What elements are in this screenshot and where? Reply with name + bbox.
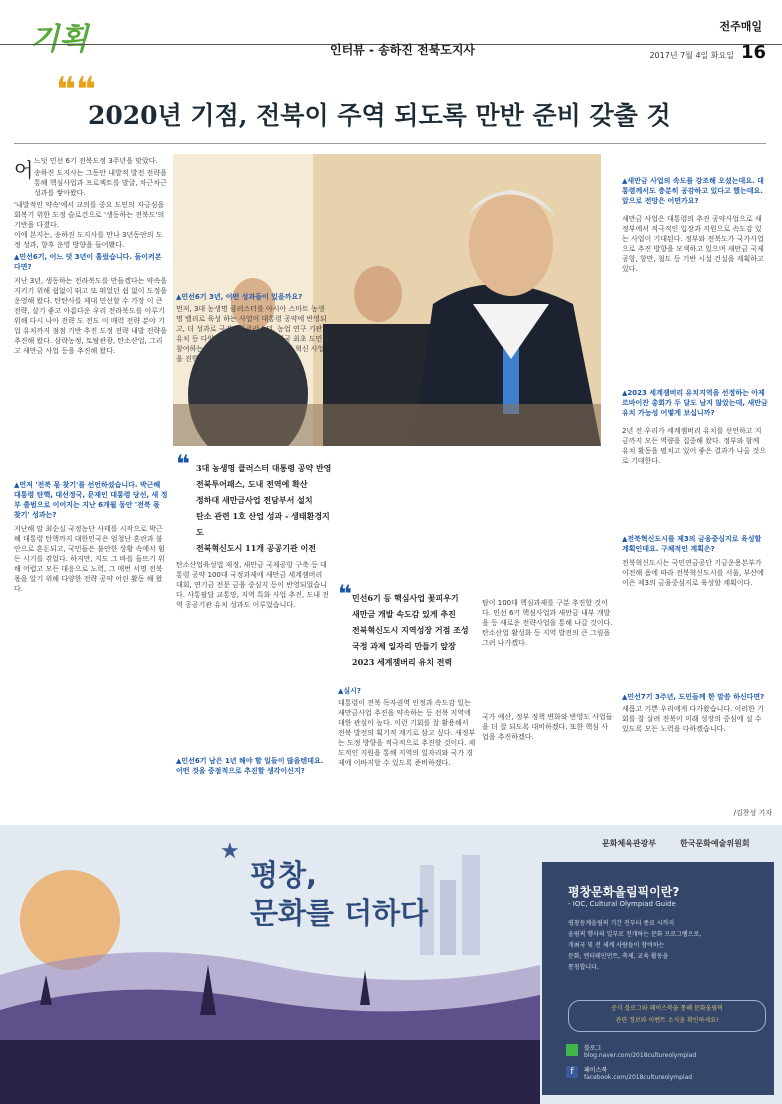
- pull-quote-line: 새만금 개발 속도감 있게 추진: [352, 609, 456, 619]
- sponsor-1: 문화체육관광부: [602, 839, 657, 848]
- body-text: 새만금 사업은 대통령의 추진 공약사업으로 새 정부에서 적극적인 입장과 지원으로 속도감 있는 사업이 기대된다. 정부와 전북도가 국가사업으로 추진 방향을 모색하고 있으며 새만금 국제공항, 항만, 철도 등 기반 시설 건설을 계획하고 있다.: [622, 215, 764, 273]
- pull-quote-1: [176, 450, 336, 556]
- ad-box-subtitle: - IOC, Cultural Olympiad Guide: [568, 900, 676, 908]
- pull-quote-line: 3대 농생명 클러스터 대통령 공약 반영: [196, 463, 332, 473]
- issue-date: 2017년 7월 4일 화요일: [649, 51, 734, 60]
- facebook-label[interactable]: 페이스북: [584, 1067, 608, 1074]
- ad-box-line: 평창동계올림픽 기간 전부터 종료 시까지: [568, 920, 675, 927]
- ad-title: [250, 856, 428, 932]
- lead-line: 이에 본지는, 송하진 도지사를 만나 3년동안의 도정 성과, 향후 운영 방향을 들어봤다.: [14, 231, 163, 249]
- section-kicker: 기획: [30, 22, 88, 57]
- question: ▲민선6기 남은 1년 해야 할 일들이 많을텐데요. 어떤 것을 중점적으로 추진할 생각이신지?: [176, 757, 324, 775]
- headline: 2020년 기점, 전북이 주역 되도록 만반 준비 갖출 것: [88, 101, 671, 130]
- pull-quote-line: 민선6기 등 핵심사업 꽃피우기: [352, 593, 459, 603]
- section-title: 인터뷰 - 송하진 전북도지사: [330, 43, 476, 57]
- headline-rule: [14, 143, 766, 144]
- ad-box-text: [568, 918, 764, 973]
- ad-box-line: 문화, 엔터테인먼트, 축제, 교육 활동을: [568, 953, 669, 960]
- pull-quote-2: [338, 580, 488, 670]
- body-text: 탄소산업육성법 제정, 새만금 국제공항 구축 등 대통령 공약 100대 국정과제에 새만금 세계잼버리 대회, 연기금 전문 금융 중심지 등이 반영되었습니다. 사통팔달 교통망, 지역 특화 사업 추진, 도내 전역 공공기관 유치 성과도 이루었습니다.: [176, 561, 329, 609]
- question: ▲먼저 '전북 몫 찾기'를 선언하셨습니다. 박근혜 대통령 탄핵, 대선정국, 문재인 대통령 당선, 새 정부 출범으로 이어지는 지난 6개월 동안 '전북 몫 찾기' 성과는?: [14, 481, 168, 519]
- ad-title-line: 평창,: [250, 858, 318, 892]
- page-number: 16: [740, 42, 766, 63]
- quote-icon: ❝❝: [56, 70, 96, 110]
- drop-cap: 어: [14, 158, 34, 182]
- lead-line: 느덧 민선 6기 전북도정 3주년을 맞았다.: [34, 157, 158, 165]
- question: ▲새만금 사업의 속도를 강조해 오셨는데요. 대통령께서도 충분히 공감하고 있다고 했는데요. 앞으로 전망은 어떤가요?: [622, 177, 764, 205]
- question: ▲2023 세계잼버리 유치지역을 선정하는 아제르바이잔 총회가 두 달도 남지 않았는데, 새만금 유치 가능성 어떻게 보십니까?: [622, 389, 768, 417]
- ad-notice: [568, 1000, 766, 1032]
- facebook-icon: f: [566, 1066, 578, 1078]
- ad-title-line: 문화를 더하다: [250, 896, 429, 930]
- body-text: 국가 예산, 정부 정책 변화와 반영도 사업들을 더 잘 되도록 대비하겠다. 또한 핵심 사업을 추진하겠다.: [482, 713, 613, 741]
- ad-notice-line: 공식 블로그와 페이스북을 통해 문화올림픽: [611, 1005, 723, 1012]
- pull-quote-line: 전북혁신도시 11개 공공기관 이전: [196, 543, 316, 553]
- question: ▲실시?: [338, 687, 361, 695]
- ad-box-line: 올림픽 행사의 일부로 전개하는 문화 프로그램으로,: [568, 931, 702, 938]
- pull-quote-line: 정하대 새만금사업 전담부서 설치: [196, 495, 313, 505]
- blog-url[interactable]: blog.naver.com/2018cultureolympiad: [584, 1052, 697, 1059]
- question: ▲민선6기, 어느 덧 3년이 흘렀습니다. 돌이켜본다면?: [14, 253, 162, 271]
- question: ▲민선7기 3주년, 도민들께 한 말씀 하신다면?: [622, 693, 765, 701]
- body-text: 2년 전 우리가 세계잼버리 유치를 선언하고 지금까지 모든 역량을 집중해 왔다. 정부와 함께 유치 활동을 펼치고 있어 좋은 결과가 나올 것으로 기대한다.: [622, 427, 767, 465]
- pull-quote-line: 전북혁신도시 지역성장 거점 조성: [352, 625, 469, 635]
- facebook-url[interactable]: facebook.com/2018cultureolympiad: [584, 1074, 693, 1081]
- star-icon: ★: [220, 839, 240, 864]
- body-text: 먼저, 3대 농생명 클러스터를 아시아 스마트 농생명 밸리로 육성 하는 사업이 대통령 공약에 반영되고, 더 성과로 국가식품클러스터, 농업 연구 기관 유치 등 다양한 성과를 거두었다. 전국 최초 도민이 참여하는 정부혁신 3.0 사업 등 다양한 혁신 사업을 진행해 왔다.: [176, 305, 330, 363]
- ad-notice-line: 관련 정보와 이벤트 소식을 확인하세요!: [615, 1017, 719, 1024]
- question: ▲민선6기 3년, 어떤 성과들이 있을까요?: [176, 293, 303, 301]
- body-text: 대통령이 전북 독자권역 인정과 속도감 있는 새만금사업 추진을 약속하는 등 전북 지역에 대한 관심이 높다. 이런 기회를 잘 활용해서 전북 발전의 획기적 계기로 삼고 싶다. 새정부는 도정 방향을 적극적으로 추진할 것이다. 제도적인 지원을 통해 지역의 일자리와 국가 경제에 이바지할 수 있도록 준비하겠다.: [338, 699, 476, 767]
- ad-box-title: 평창문화올림픽이란?: [568, 885, 680, 899]
- pull-quote-line: 탄소 관련 1호 산업 성과 - 생태환경지도: [196, 511, 330, 537]
- body-text: 지난 3년, 생동하는 전라북도를 만들겠다는 약속을 지키기 위해 쉼없이 뛰고 또 뛰었던 쉼 없이 도정을 운영해 왔다. 탄탄사를 제대 민선할 수 가장 이 큰 전략, 살기 좋고 아름다운 우리 전라북도를 이루기 위해 다시 나아 전략 도 전도 이 매력 전략 분야 기업 유치까지 점점 기반 추진 도정 전략 내발 전략을 추진해 왔다. 삼락농정, 토탈관광, 탄소산업, 그리고 새만금 사업 등을 추진해 왔다.: [14, 277, 168, 355]
- body-text: 전북혁신도시는 국민연금공단 기금운용본부가 이전해 옴에 따라 전북혁신도시를 서울, 부산에 이은 제3의 금융중심지로 육성할 계획이다.: [622, 559, 764, 587]
- body-text: 새롭고 기쁜 우리에게 다가왔습니다. 이러한 기회를 잘 살려 전북이 미래 성장의 중심에 설 수 있도록 모든 노력을 다하겠습니다.: [622, 705, 764, 733]
- pull-quote-line: 전북투어패스, 도내 전역에 확산: [196, 479, 308, 489]
- pull-quote-line: 2023 세계잼버리 유치 전력: [352, 657, 453, 667]
- blog-label[interactable]: 블로그: [584, 1045, 602, 1052]
- byline: /김찬성 기자: [733, 809, 772, 817]
- quote-icon: ❝: [176, 450, 191, 478]
- sponsor-2: 한국문화예술위원회: [680, 839, 750, 848]
- ad-box-line: 개최국 및 전 세계 사람들이 참여하는: [568, 942, 665, 949]
- body-text: 지난해 말 최순실 국정농단 사태를 시작으로 박근혜 대통령 탄핵까지 대한민국은 엄청난 혼란과 불안으로 혼돈되고, 국민들은 불안한 상황 속에서 힘든 시기를 겪었다. 하지만, 지도 그 바를 들뜨기 위해 어렵고 모든 대응으로 노력, 그 매번 서명 전북 몫을 알기 위해 다양한 전략 공약 어린 활동 해 왔다.: [14, 525, 165, 593]
- quote-icon: ❝: [338, 580, 353, 608]
- ad-box-line: 통칭합니다.: [568, 964, 599, 971]
- paper-name: 전주매일: [719, 20, 762, 33]
- question: ▲전북혁신도시를 제3의 금융중심지로 육성할 계획인데요. 구체적인 계획은?: [622, 535, 762, 553]
- lead-line: '내발적인 약속'에서 교의를 중요 도민의 자긍심을 회복기 위한 도정 슬로건으로 '생동하는 전북도'의 기반을 다졌다.: [14, 201, 165, 229]
- body-text: 탐이 100대 핵심과제를 구분 추진할 것이다. 민선 6기 핵심사업과 새만금 내부 개발을 등 새로운 전략사업을 통해 나갈 것이다. 탄소산업 활성화 등 지역 발전의 큰 그림을 그려 나가겠다.: [482, 599, 613, 647]
- lead-line: 송하진 도지사는 그동안 내발적 발전 전략을 통해 핵심사업과 프로젝트를 발굴, 차근차근 성과를 쌓아왔다.: [34, 169, 167, 197]
- pull-quote-line: 국정 과제 일자리 만들기 앞장: [352, 641, 456, 651]
- blog-icon: [566, 1044, 578, 1056]
